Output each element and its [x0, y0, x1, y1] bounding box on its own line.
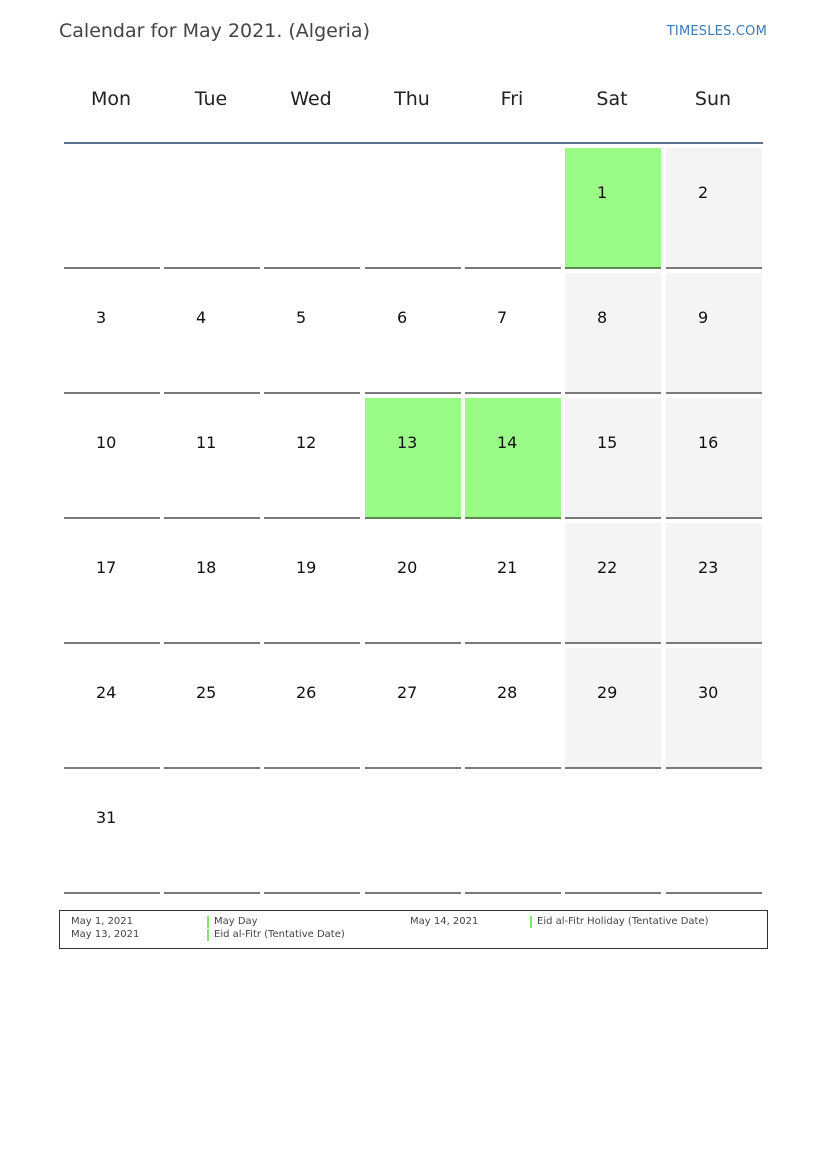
calendar-day-22 [565, 523, 661, 644]
day-number: 25 [196, 683, 217, 702]
calendar-empty-cell [565, 773, 661, 894]
calendar-empty-cell [164, 773, 260, 894]
day-number: 3 [96, 308, 107, 327]
day-number: 31 [96, 808, 117, 827]
day-number: 18 [196, 558, 217, 577]
calendar-day-11 [164, 398, 260, 519]
weekday-sun: Sun [694, 88, 732, 110]
calendar-day-17 [64, 523, 160, 644]
day-number: 24 [96, 683, 117, 702]
weekday-header-row [63, 88, 763, 120]
holiday-legend [59, 910, 768, 949]
day-number: 7 [497, 308, 508, 327]
day-number: 17 [96, 558, 117, 577]
calendar-day-1 [565, 148, 661, 269]
day-number: 26 [296, 683, 317, 702]
weekday-fri: Fri [500, 88, 524, 110]
calendar-day-30 [666, 648, 762, 769]
calendar-day-6 [365, 273, 461, 394]
calendar-day-14 [465, 398, 561, 519]
calendar-day-10 [64, 398, 160, 519]
legend-date-may-1: May 1, 2021 [71, 916, 134, 927]
legend-date-may-13: May 13, 2021 [71, 929, 140, 940]
calendar-empty-cell [465, 148, 561, 269]
day-number: 14 [497, 433, 518, 452]
calendar-day-16 [666, 398, 762, 519]
day-number: 11 [196, 433, 217, 452]
calendar-empty-cell [666, 773, 762, 894]
calendar-empty-cell [264, 148, 360, 269]
day-number: 23 [698, 558, 719, 577]
day-number: 21 [497, 558, 518, 577]
legend-name-eid-al-fitr: Eid al-Fitr (Tentative Date) [207, 929, 345, 940]
brand-link[interactable]: TIMESLES.COM [666, 24, 767, 39]
calendar-day-23 [666, 523, 762, 644]
day-number: 20 [397, 558, 418, 577]
calendar-empty-cell [365, 773, 461, 894]
calendar-day-7 [465, 273, 561, 394]
calendar-day-28 [465, 648, 561, 769]
day-number: 28 [497, 683, 518, 702]
calendar-day-18 [164, 523, 260, 644]
calendar-day-15 [565, 398, 661, 519]
calendar-day-25 [164, 648, 260, 769]
day-number: 15 [597, 433, 618, 452]
calendar-day-13 [365, 398, 461, 519]
day-number: 19 [296, 558, 317, 577]
calendar-day-31 [64, 773, 160, 894]
day-number: 9 [698, 308, 709, 327]
calendar-empty-cell [465, 773, 561, 894]
weekday-tue: Tue [194, 88, 228, 110]
day-number: 29 [597, 683, 618, 702]
calendar-empty-cell [365, 148, 461, 269]
day-number: 22 [597, 558, 618, 577]
day-number: 8 [597, 308, 608, 327]
day-number: 4 [196, 308, 207, 327]
calendar-day-21 [465, 523, 561, 644]
calendar-empty-cell [64, 148, 160, 269]
day-number: 12 [296, 433, 317, 452]
calendar-day-5 [264, 273, 360, 394]
weekday-mon: Mon [90, 88, 132, 110]
legend-date-may-14: May 14, 2021 [410, 916, 479, 927]
calendar-day-2 [666, 148, 762, 269]
day-number: 2 [698, 183, 709, 202]
weekday-sat: Sat [596, 88, 628, 110]
calendar-day-8 [565, 273, 661, 394]
day-number: 6 [397, 308, 408, 327]
page-title: Calendar for May 2021. (Algeria) [59, 20, 370, 42]
calendar-grid [64, 148, 764, 895]
legend-name-eid-al-fitr-holiday: Eid al-Fitr Holiday (Tentative Date) [530, 916, 709, 927]
calendar-day-4 [164, 273, 260, 394]
header-divider [64, 142, 763, 144]
calendar-day-26 [264, 648, 360, 769]
calendar-day-3 [64, 273, 160, 394]
calendar-day-12 [264, 398, 360, 519]
calendar-day-24 [64, 648, 160, 769]
calendar-day-20 [365, 523, 461, 644]
weekday-wed: Wed [290, 88, 332, 110]
day-number: 5 [296, 308, 307, 327]
calendar-empty-cell [164, 148, 260, 269]
calendar-empty-cell [264, 773, 360, 894]
day-number: 1 [597, 183, 608, 202]
calendar-day-9 [666, 273, 762, 394]
calendar-day-19 [264, 523, 360, 644]
legend-name-may-day: May Day [207, 916, 258, 927]
day-number: 30 [698, 683, 719, 702]
weekday-thu: Thu [394, 88, 430, 110]
calendar-day-27 [365, 648, 461, 769]
day-number: 10 [96, 433, 117, 452]
day-number: 16 [698, 433, 719, 452]
day-number: 27 [397, 683, 418, 702]
calendar-day-29 [565, 648, 661, 769]
day-number: 13 [397, 433, 418, 452]
